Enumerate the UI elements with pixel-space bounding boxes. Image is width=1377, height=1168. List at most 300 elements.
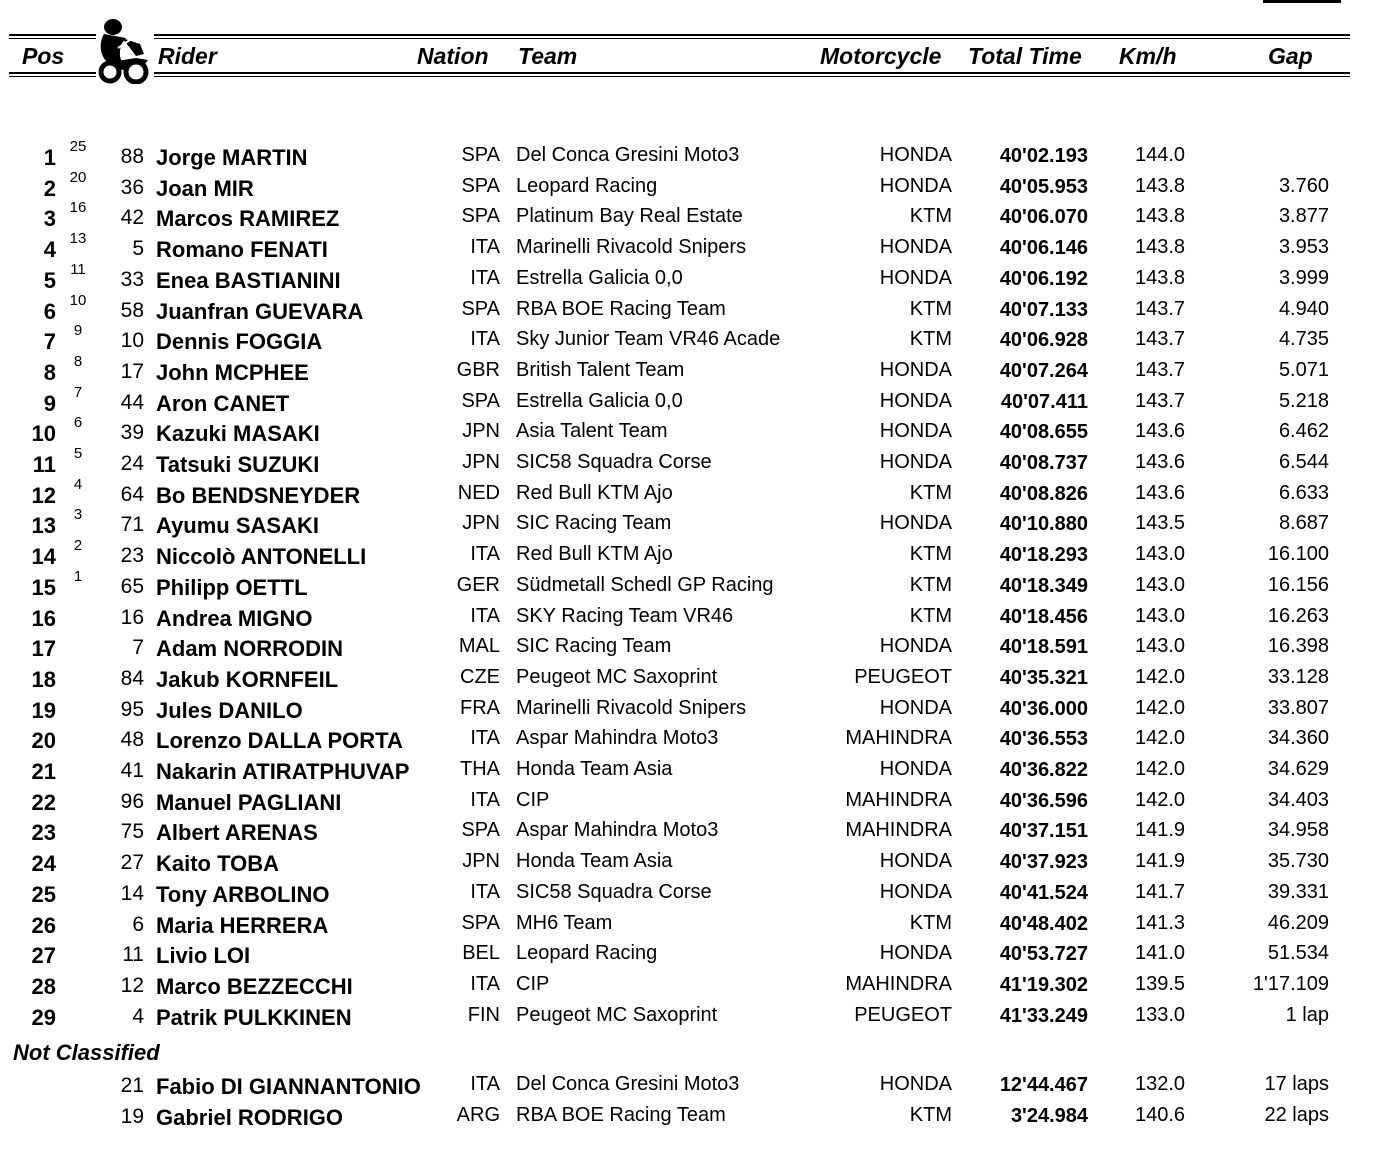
- team-name: Aspar Mahindra Moto3: [516, 819, 719, 842]
- total-time: 40'36.553: [999, 728, 1088, 751]
- result-row: [0, 539, 1377, 569]
- team-name: Red Bull KTM Ajo: [516, 543, 673, 566]
- result-row: [0, 693, 1377, 723]
- rider-name: Dennis FOGGIA: [156, 329, 323, 355]
- rider-name: Philipp OETTL: [156, 574, 308, 600]
- rider-position: 16: [31, 605, 56, 631]
- rider-name: Jorge MARTIN: [156, 145, 308, 170]
- average-speed: 143.5: [1134, 512, 1186, 535]
- team-name: SIC Racing Team: [516, 635, 672, 658]
- rider-position: 11: [32, 452, 56, 477]
- rider-position: 20: [31, 728, 56, 754]
- average-speed: 143.6: [1134, 481, 1186, 504]
- gap-to-leader: 16.156: [1267, 573, 1329, 596]
- team-name: Estrella Galicia 0,0: [516, 266, 683, 289]
- rider-nation: JPN: [462, 420, 500, 443]
- gap-to-leader: 51.534: [1267, 942, 1329, 965]
- gap-to-leader: 16.398: [1267, 635, 1329, 658]
- team-name: Aspar Mahindra Moto3: [516, 727, 719, 750]
- rider-nation: FRA: [460, 696, 500, 719]
- result-row: [0, 508, 1377, 538]
- rider-nation: THA: [460, 758, 500, 780]
- rider-number: 48: [120, 728, 144, 752]
- rider-nation: GER: [456, 573, 500, 596]
- rider-position: 3: [43, 206, 56, 232]
- motorcycle-make: KTM: [909, 481, 952, 504]
- rider-nation: SPA: [461, 205, 500, 228]
- header-motorcycle: Motorcycle: [820, 43, 942, 69]
- motorcycle-make: HONDA: [879, 420, 952, 443]
- result-row: [0, 475, 1377, 508]
- average-speed: 140.6: [1134, 1103, 1186, 1126]
- rider-name: Maria HERRERA: [156, 912, 329, 938]
- average-speed: 142.0: [1134, 665, 1186, 688]
- result-row: [0, 785, 1377, 815]
- gap-to-leader: 4.735: [1278, 328, 1329, 351]
- rider-number: 4: [132, 1004, 144, 1028]
- team-name: Del Conca Gresini Moto3: [516, 144, 740, 166]
- championship-points: 16: [69, 199, 87, 217]
- rider-number: 19: [120, 1104, 144, 1128]
- motorcycle-make: HONDA: [879, 358, 952, 381]
- gap-to-leader: 22 laps: [1264, 1103, 1329, 1126]
- total-time: 40'08.737: [999, 452, 1088, 474]
- result-row: [0, 291, 1377, 324]
- result-row: [0, 352, 1377, 385]
- total-time: 40'35.321: [999, 666, 1088, 689]
- total-time: 40'36.000: [999, 697, 1088, 720]
- rider-name: Albert ARENAS: [156, 820, 318, 846]
- result-row: [0, 815, 1377, 845]
- rider-position: 5: [43, 267, 56, 293]
- rider-name: Lorenzo DALLA PORTA: [156, 728, 403, 754]
- rider-name: Bo BENDSNEYDER: [156, 482, 361, 508]
- team-name: Peugeot MC Saxoprint: [516, 665, 718, 688]
- rider-nation: CZE: [460, 665, 500, 688]
- total-time: 40'18.591: [999, 636, 1088, 659]
- championship-points: 25: [69, 138, 87, 155]
- gap-to-leader: 1'17.109: [1252, 972, 1329, 995]
- team-name: British Talent Team: [516, 358, 685, 381]
- rider-name: Gabriel RODRIGO: [156, 1104, 344, 1130]
- result-row: [0, 1069, 1377, 1099]
- rider-position: 22: [31, 789, 56, 815]
- gap-to-leader: 4.940: [1278, 297, 1329, 320]
- average-speed: 143.7: [1134, 358, 1186, 381]
- rider-name: Jules DANILO: [156, 697, 303, 723]
- motorcycle-make: HONDA: [879, 696, 952, 719]
- total-time: 40'06.070: [999, 206, 1088, 229]
- rider-nation: ITA: [470, 1073, 500, 1095]
- total-time: 40'18.349: [999, 574, 1088, 597]
- team-name: SIC58 Squadra Corse: [516, 451, 712, 473]
- rider-position: 28: [31, 973, 56, 999]
- motorcycle-make: KTM: [909, 1103, 952, 1126]
- team-name: Marinelli Rivacold Snipers: [516, 236, 747, 259]
- rider-number: 71: [120, 513, 144, 537]
- total-time: 41'33.249: [999, 1004, 1088, 1027]
- total-time: 40'07.133: [999, 298, 1088, 321]
- rider-number: 39: [120, 421, 144, 445]
- team-name: Platinum Bay Real Estate: [516, 205, 743, 228]
- rider-nation: FIN: [467, 1003, 500, 1026]
- team-name: RBA BOE Racing Team: [516, 1103, 726, 1126]
- team-name: Estrella Galicia 0,0: [516, 389, 683, 412]
- rider-number: 58: [120, 298, 144, 322]
- rider-name: Patrik PULKKINEN: [156, 1004, 352, 1030]
- championship-points: 5: [73, 445, 83, 462]
- average-speed: 132.0: [1134, 1073, 1186, 1095]
- rider-name: Kazuki MASAKI: [156, 421, 320, 447]
- rider-nation: ITA: [470, 236, 500, 259]
- average-speed: 143.7: [1134, 328, 1186, 351]
- motorcycle-make: HONDA: [879, 266, 952, 289]
- rider-nation: SPA: [461, 389, 500, 412]
- average-speed: 143.0: [1134, 543, 1186, 566]
- rider-number: 64: [120, 482, 144, 506]
- total-time: 40'06.192: [999, 267, 1088, 290]
- motorcycle-make: HONDA: [879, 174, 952, 197]
- result-row: [0, 1100, 1377, 1130]
- rider-position: 27: [31, 943, 56, 969]
- gap-to-leader: 33.807: [1267, 696, 1329, 719]
- results-header: [0, 0, 1377, 80]
- gap-to-leader: 17 laps: [1264, 1073, 1329, 1095]
- rider-nation: SPA: [461, 911, 500, 934]
- result-row: [0, 601, 1377, 631]
- total-time: 40'07.411: [1000, 390, 1088, 413]
- rider-name: Tatsuki SUZUKI: [156, 452, 320, 477]
- championship-points: 11: [70, 260, 86, 278]
- motorcycle-make: KTM: [909, 911, 952, 934]
- rider-nation: ITA: [470, 543, 500, 566]
- total-time: 40'06.928: [999, 329, 1088, 352]
- team-name: RBA BOE Racing Team: [516, 297, 726, 320]
- team-name: CIP: [516, 972, 550, 995]
- average-speed: 143.7: [1134, 297, 1186, 320]
- result-row: [0, 232, 1377, 262]
- rider-number: 14: [120, 881, 144, 905]
- rider-nation: NED: [457, 481, 500, 504]
- rider-number: 6: [132, 912, 144, 936]
- gap-to-leader: 35.730: [1267, 850, 1329, 873]
- motorcycle-make: MAHINDRA: [845, 819, 952, 842]
- total-time: 40'08.826: [999, 482, 1088, 505]
- total-time: 40'05.953: [999, 175, 1088, 198]
- rider-number: 5: [132, 237, 144, 261]
- motorcycle-make: KTM: [909, 604, 952, 627]
- rider-number: 41: [120, 759, 144, 782]
- total-time: 40'18.456: [999, 605, 1088, 628]
- rider-position: 15: [31, 574, 56, 600]
- rider-number: 11: [122, 943, 144, 967]
- motorcycle-make: HONDA: [879, 512, 952, 535]
- rider-name: Livio LOI: [156, 943, 251, 969]
- result-row: [0, 260, 1377, 293]
- header-nation: Nation: [417, 43, 489, 69]
- result-row: [0, 662, 1377, 692]
- result-row: [0, 416, 1377, 446]
- gap-to-leader: 1 lap: [1285, 1003, 1329, 1026]
- rider-number: 95: [120, 697, 144, 721]
- rider-position: 26: [31, 912, 56, 938]
- gap-to-leader: 5.218: [1278, 389, 1329, 412]
- rider-name: Adam NORRODIN: [156, 636, 344, 662]
- motorcycle-make: HONDA: [879, 880, 952, 903]
- gap-to-leader: 34.403: [1267, 788, 1329, 811]
- team-name: Red Bull KTM Ajo: [516, 481, 673, 504]
- average-speed: 143.7: [1134, 389, 1186, 412]
- total-time: 40'37.923: [999, 851, 1088, 874]
- championship-points: 6: [73, 414, 83, 432]
- average-speed: 143.8: [1134, 266, 1186, 289]
- motorcycle-make: HONDA: [879, 1073, 952, 1095]
- rider-number: 84: [120, 666, 144, 690]
- rider-nation: ITA: [470, 880, 500, 903]
- rider-position: 18: [31, 666, 56, 692]
- rider-number: 36: [120, 175, 144, 199]
- rider-nation: ITA: [470, 788, 500, 811]
- motorcycle-make: HONDA: [879, 389, 952, 412]
- rider-name: John MCPHEE: [156, 359, 309, 385]
- rider-position: 7: [43, 329, 56, 355]
- rider-nation: ITA: [470, 972, 500, 995]
- rider-name: Fabio DI GIANNANTONIO: [156, 1074, 421, 1099]
- total-time: 40'18.293: [999, 544, 1088, 567]
- team-name: Sky Junior Team VR46 Acade: [516, 328, 781, 351]
- gap-to-leader: 39.331: [1267, 880, 1329, 903]
- total-time: 12'44.467: [999, 1074, 1088, 1096]
- rider-nation: SPA: [461, 819, 500, 842]
- average-speed: 141.9: [1134, 819, 1186, 842]
- total-time: 40'07.264: [999, 359, 1088, 382]
- team-name: Leopard Racing: [516, 174, 658, 197]
- motorcycle-make: MAHINDRA: [845, 727, 952, 750]
- average-speed: 143.8: [1134, 174, 1186, 197]
- motorcycle-make: HONDA: [879, 850, 952, 873]
- rider-name: Marcos RAMIREZ: [156, 206, 340, 232]
- average-speed: 142.0: [1134, 727, 1186, 750]
- rider-name: Kaito TOBA: [156, 851, 280, 877]
- championship-points: 3: [73, 506, 83, 524]
- rider-nation: JPN: [462, 512, 500, 535]
- rider-position: 2: [43, 175, 56, 201]
- rider-number: 16: [120, 605, 144, 629]
- gap-to-leader: 6.544: [1278, 451, 1329, 473]
- average-speed: 141.3: [1134, 911, 1186, 934]
- team-name: SIC Racing Team: [516, 512, 672, 535]
- average-speed: 139.5: [1134, 972, 1186, 995]
- championship-points: 9: [73, 322, 83, 340]
- rider-name: Niccolò ANTONELLI: [156, 544, 367, 570]
- championship-points: 8: [73, 352, 83, 370]
- motorcycle-make: KTM: [909, 573, 952, 596]
- motorcycle-make: KTM: [909, 543, 952, 566]
- rider-nation: ITA: [470, 266, 500, 289]
- gap-to-leader: 34.360: [1267, 727, 1329, 750]
- rider-number: 27: [120, 851, 144, 875]
- team-name: Marinelli Rivacold Snipers: [516, 696, 747, 719]
- average-speed: 143.8: [1134, 236, 1186, 259]
- total-time: 40'36.596: [999, 789, 1088, 812]
- header-total-time: Total Time: [968, 43, 1082, 69]
- total-time: 40'10.880: [999, 513, 1088, 536]
- rider-position: 8: [43, 359, 56, 385]
- average-speed: 143.0: [1134, 604, 1186, 627]
- total-time: 40'36.822: [999, 759, 1088, 781]
- total-time: 40'41.524: [999, 881, 1088, 904]
- rider-nation: MAL: [458, 635, 500, 658]
- average-speed: 143.0: [1134, 573, 1186, 596]
- total-time: 40'08.655: [999, 421, 1088, 444]
- rider-nation: ITA: [470, 604, 500, 627]
- result-row: [0, 1000, 1377, 1030]
- motorcycle-make: HONDA: [879, 236, 952, 259]
- championship-points: 13: [69, 230, 87, 248]
- rider-nation: ITA: [470, 727, 500, 750]
- result-row: [0, 631, 1377, 661]
- motorcycle-make: MAHINDRA: [845, 972, 952, 995]
- rider-number: 65: [120, 574, 144, 598]
- team-name: MH6 Team: [516, 911, 613, 934]
- gap-to-leader: 16.100: [1267, 543, 1329, 566]
- rider-name: Nakarin ATIRATPHUVAP: [156, 759, 410, 784]
- total-time: 40'06.146: [999, 237, 1088, 260]
- rider-position: 29: [31, 1004, 56, 1030]
- motorcycle-make: KTM: [909, 205, 952, 228]
- rider-number: 17: [120, 359, 144, 383]
- rider-number: 12: [120, 973, 144, 997]
- championship-points: 10: [69, 291, 87, 309]
- motorcycle-make: MAHINDRA: [845, 788, 952, 811]
- team-name: Honda Team Asia: [516, 758, 673, 780]
- rider-position: 17: [31, 636, 56, 662]
- header-kmh: Km/h: [1119, 43, 1177, 69]
- rider-nation: SPA: [461, 174, 500, 197]
- motorcycle-make: HONDA: [879, 758, 952, 780]
- result-row: [0, 877, 1377, 907]
- motorcycle-rider-icon: [96, 18, 154, 84]
- rider-position: 23: [31, 820, 56, 846]
- average-speed: 143.6: [1134, 451, 1186, 473]
- rider-position: 14: [31, 544, 56, 570]
- result-row: [0, 938, 1377, 968]
- gap-to-leader: 3.999: [1278, 266, 1329, 289]
- total-time: 40'02.193: [999, 145, 1088, 167]
- average-speed: 144.0: [1134, 144, 1186, 166]
- rider-name: Romano FENATI: [156, 237, 328, 263]
- header-top-rule: [9, 34, 1350, 36]
- rider-position: 4: [43, 237, 56, 263]
- team-name: Peugeot MC Saxoprint: [516, 1003, 718, 1026]
- rider-nation: JPN: [462, 451, 500, 473]
- rider-nation: SPA: [461, 144, 500, 166]
- rider-number: 21: [120, 1074, 144, 1097]
- rider-number: 33: [120, 267, 144, 291]
- average-speed: 141.0: [1134, 942, 1186, 965]
- average-speed: 142.0: [1134, 758, 1186, 780]
- motorcycle-make: KTM: [909, 297, 952, 320]
- team-name: Asia Talent Team: [516, 420, 668, 443]
- result-row: [0, 140, 1377, 170]
- rider-nation: BEL: [462, 942, 500, 965]
- result-row: [0, 567, 1377, 600]
- gap-to-leader: 3.760: [1278, 174, 1329, 197]
- rider-name: Jakub KORNFEIL: [156, 666, 339, 692]
- gap-to-leader: 34.958: [1267, 819, 1329, 842]
- result-row: [0, 447, 1377, 477]
- header-bottom-rule-thin: [9, 76, 1350, 77]
- rider-number: 88: [120, 145, 144, 168]
- rider-name: Tony ARBOLINO: [156, 881, 330, 907]
- rider-number: 44: [120, 390, 144, 414]
- average-speed: 141.7: [1134, 880, 1186, 903]
- rider-number: 75: [120, 820, 144, 844]
- team-name: SIC58 Squadra Corse: [516, 880, 712, 903]
- average-speed: 142.0: [1134, 696, 1186, 719]
- gap-to-leader: 3.953: [1278, 236, 1329, 259]
- motorcycle-make: HONDA: [879, 635, 952, 658]
- rider-position: 25: [31, 881, 56, 907]
- motorcycle-make: PEUGEOT: [854, 1003, 952, 1026]
- gap-to-leader: 5.071: [1278, 358, 1329, 381]
- average-speed: 143.6: [1134, 420, 1186, 443]
- result-row: [0, 383, 1377, 416]
- championship-points: 2: [73, 537, 83, 555]
- gap-to-leader: 6.633: [1278, 481, 1329, 504]
- average-speed: 133.0: [1134, 1003, 1186, 1026]
- gap-to-leader: 3.877: [1278, 205, 1329, 228]
- total-time: 41'19.302: [999, 973, 1088, 996]
- gap-to-leader: 8.687: [1278, 512, 1329, 535]
- rider-nation: ARG: [456, 1103, 500, 1126]
- rider-name: Aron CANET: [156, 390, 290, 416]
- not-classified-label: Not Classified: [13, 1040, 160, 1065]
- total-time: 40'48.402: [999, 912, 1088, 935]
- total-time: 40'53.727: [999, 943, 1088, 966]
- rider-position: 9: [43, 390, 56, 416]
- rider-position: 6: [43, 298, 56, 324]
- championship-points: 4: [73, 475, 83, 493]
- motorcycle-make: PEUGEOT: [854, 665, 952, 688]
- rider-name: Ayumu SASAKI: [156, 513, 319, 539]
- rider-position: 12: [31, 482, 56, 508]
- rider-number: 23: [120, 544, 144, 568]
- header-team: Team: [518, 43, 578, 69]
- rider-number: 42: [120, 206, 144, 230]
- average-speed: 143.8: [1134, 205, 1186, 228]
- result-row: [0, 846, 1377, 876]
- gap-to-leader: 6.462: [1278, 420, 1329, 443]
- team-name: Südmetall Schedl GP Racing: [516, 573, 774, 596]
- gap-to-leader: 16.263: [1267, 604, 1329, 627]
- rider-name: Manuel PAGLIANI: [156, 789, 342, 815]
- result-row: [0, 723, 1377, 753]
- team-name: CIP: [516, 788, 550, 811]
- championship-points: 1: [73, 567, 83, 585]
- gap-to-leader: 34.629: [1267, 758, 1329, 780]
- average-speed: 143.0: [1134, 635, 1186, 658]
- rider-position: 10: [31, 421, 56, 447]
- header-gap: Gap: [1268, 43, 1313, 69]
- rider-name: Joan MIR: [156, 175, 254, 201]
- result-row: [0, 168, 1377, 201]
- team-name: SKY Racing Team VR46: [516, 604, 734, 627]
- rider-position: 24: [31, 851, 56, 877]
- rider-nation: JPN: [462, 850, 500, 873]
- motorcycle-make: KTM: [909, 328, 952, 351]
- team-name: Del Conca Gresini Moto3: [516, 1073, 740, 1095]
